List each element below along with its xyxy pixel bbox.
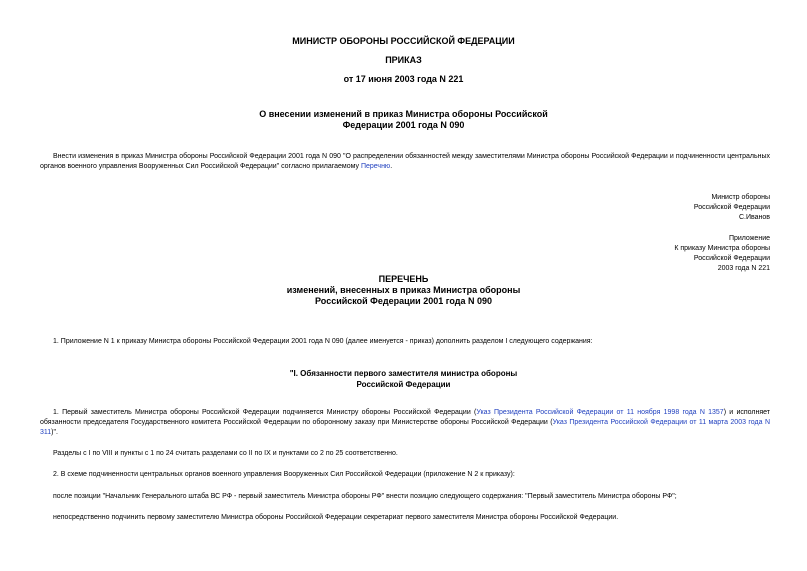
section-heading-line-2: Российской Федерации <box>356 380 451 389</box>
signature-line-2: Российской Федерации <box>693 204 770 211</box>
list-title-line-3: Российской Федерации 2001 года N 090 <box>315 296 492 306</box>
section-p1-text-c: )". <box>51 429 58 436</box>
decree-link-1357[interactable]: Указ Президента Российской Федерации от 11 ноября 1998 года N 1357 <box>476 409 724 416</box>
appendix-reference <box>674 234 770 274</box>
doc-title <box>0 109 807 131</box>
section-heading <box>0 368 807 390</box>
appendix-line-3: Российской Федерации <box>693 255 770 262</box>
intro-text: Внести изменения в приказ Министра обороны Российской Федерации 2001 года N 090 "О распределении обязанностей между заместителями Министра обороны Российской Федерации и подчиненности центральных органов военного управления Вооруженных Сил Российской Федерации" согласно прилагаемому <box>40 153 770 170</box>
doc-title-line-2: Федерации 2001 года N 090 <box>342 120 465 130</box>
list-link[interactable]: Перечню <box>360 163 391 170</box>
section-p1-text-a: 1. Первый заместитель Министра обороны Российской Федерации подчиняется Министру обороны Российской Федерации ( <box>53 409 477 416</box>
appendix-line-4: 2003 года N 221 <box>717 265 770 272</box>
intro-tail: . <box>390 163 393 170</box>
renumber-paragraph: Разделы с I по VIII и пункты с 1 по 24 считать разделами со II по IX и пунктами со 2 по 25 соответственно. <box>53 450 398 457</box>
item-2-paragraph: 2. В схеме подчиненности центральных органов военного управления Вооруженных Сил Российской Федерации (приложение N 2 к приказу): <box>53 471 515 478</box>
section-heading-line-1: "I. Обязанности первого заместителя министра обороны <box>289 369 518 378</box>
item-1-paragraph: 1. Приложение N 1 к приказу Министра обороны Российской Федерации 2001 года N 090 (далее именуется - приказ) дополнить разделом I следующего содержания: <box>53 338 593 345</box>
list-title <box>0 274 807 307</box>
intro-paragraph <box>40 152 770 172</box>
appendix-line-1: Приложение <box>728 235 770 242</box>
item-2-subparagraph-2: непосредственно подчинить первому заместителю Министра обороны Российской Федерации секретариат первого заместителя Министра обороны Российской Федерации. <box>53 514 619 521</box>
authority-heading: МИНИСТР ОБОРОНЫ РОССИЙСКОЙ ФЕДЕРАЦИИ <box>292 36 515 46</box>
item-2-subparagraph-1: после позиции "Начальник Генерального штаба ВС РФ - первый заместитель Министра обороны РФ" внести позицию следующего содержания: "Первый заместитель Министра обороны РФ"; <box>53 493 677 500</box>
doc-type-heading: ПРИКАЗ <box>385 55 422 65</box>
doc-date-number: от 17 июня 2003 года N 221 <box>343 74 464 84</box>
section-paragraph-1 <box>40 408 770 438</box>
signature-line-1: Министр обороны <box>711 194 770 201</box>
list-title-line-2: изменений, внесенных в приказ Министра обороны <box>286 285 521 295</box>
appendix-line-2: К приказу Министра обороны <box>674 245 770 252</box>
doc-title-line-1: О внесении изменений в приказ Министра обороны Российской <box>259 109 548 119</box>
signature-name: С.Иванов <box>738 214 770 221</box>
decree-link-311[interactable]: Указ Президента Российской Федерации от 11 марта 2003 года N 311 <box>40 419 770 436</box>
signature-block <box>694 193 770 223</box>
list-title-line-1: ПЕРЕЧЕНЬ <box>378 274 429 284</box>
section-p1-text-b: ) и исполняет обязанности председателя Государственного комитета Российской Федерации по оборонному заказу при Министерстве обороны Российской Федерации ( <box>40 409 770 426</box>
